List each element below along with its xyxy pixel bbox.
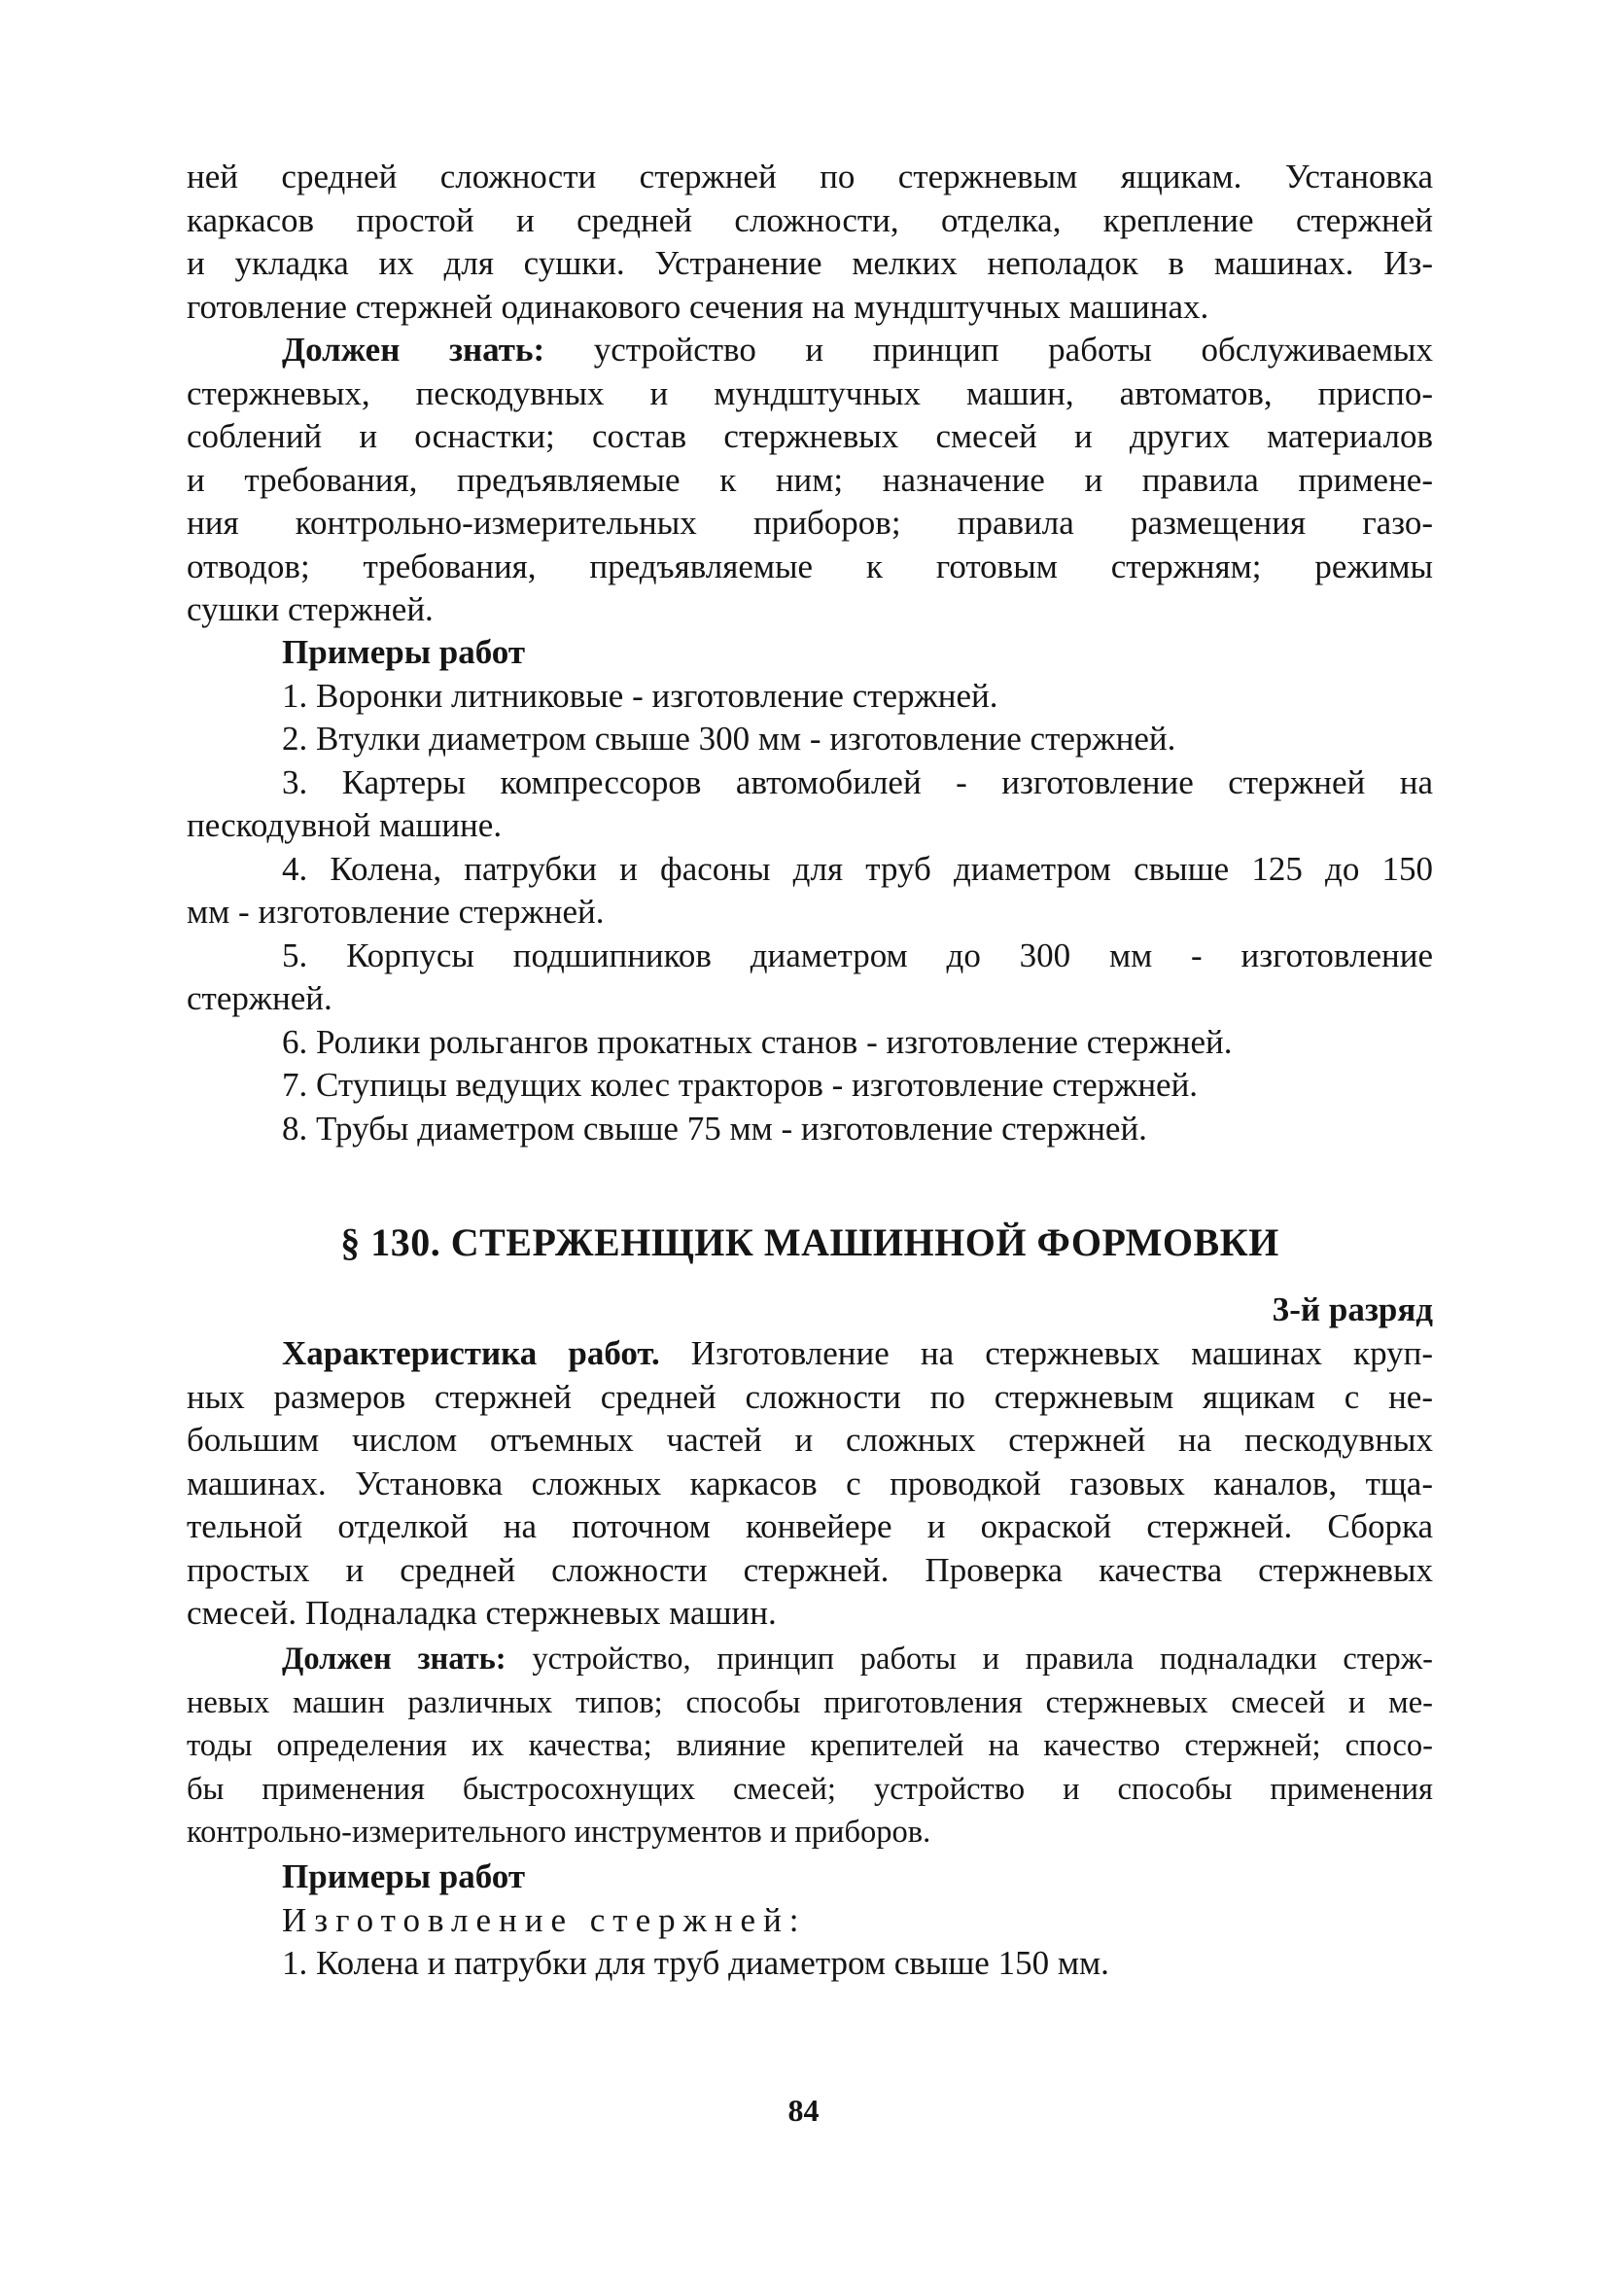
text-line: тоды определения их качества; влияние крепителей на качество стержней; спосо-	[187, 1728, 1433, 1763]
text-line: сушки стержней.	[187, 590, 434, 628]
text-line: контрольно-измерительного инструментов и приборов.	[187, 1815, 931, 1850]
text-line: стержневых, пескодувных и мундштучных машин, автоматов, приспо-	[187, 373, 1433, 412]
text-line	[187, 1332, 1433, 1376]
list-item: 3. Картеры компрессоров автомобилей - изготовление стержней на	[282, 762, 1433, 801]
text-line: и укладка их для сушки. Устранение мелких неполадок в машинах. Из-	[187, 244, 1433, 282]
text-line: большим числом отъемных частей и сложных стержней на пескодувных	[187, 1421, 1433, 1459]
page-number: 84	[787, 2093, 820, 2128]
examples-list-2	[187, 1855, 1433, 1986]
section-heading: § 130. СТЕРЖЕНЩИК МАШИННОЙ ФОРМОВКИ	[340, 1220, 1279, 1264]
label-must-know: Должен знать:	[282, 331, 545, 369]
text-line: простых и средней сложности стержней. Проверка качества стержневых	[187, 1550, 1433, 1589]
text-line: ния контрольно-измерительных приборов; правила размещения газо-	[187, 504, 1433, 542]
text-line: отводов; требования, предъявляемые к готовым стержням; режимы	[187, 547, 1433, 585]
list-item: 8. Трубы диаметром свыше 75 мм - изготовление стержней.	[282, 1109, 1147, 1148]
examples-list-1	[187, 631, 1433, 1150]
text-line	[187, 1638, 1433, 1681]
text-line: и требования, предъявляемые к ним; назначение и правила примене-	[187, 460, 1433, 499]
text-line: невых машин различных типов; способы приготовления стержневых смесей и ме-	[187, 1684, 1433, 1720]
list-item-continuation: стержней.	[187, 979, 332, 1017]
list-item-continuation: мм - изготовление стержней.	[187, 893, 605, 931]
text-line: каркасов простой и средней сложности, отделка, крепление стержней	[187, 200, 1433, 239]
list-item-continuation: пескодувной машине.	[187, 806, 503, 844]
list-item: 7. Ступицы ведущих колес тракторов - изготовление стержней.	[282, 1066, 1199, 1104]
paragraph-characteristics	[187, 1332, 1433, 1636]
list-item: 1. Колена и патрубки для труб диаметром свыше 150 мм.	[282, 1944, 1109, 1982]
text-fragment: устройство и принцип работы обслуживаемых	[593, 331, 1433, 369]
examples-subtitle: Изготовление стержней:	[282, 1900, 807, 1939]
text-line: машинах. Установка сложных каркасов с проводкой газовых каналов, тща-	[187, 1464, 1433, 1502]
text-line: соблений и оснастки; состав стержневых смесей и других материалов	[187, 417, 1433, 455]
list-item: 5. Корпусы подшипников диаметром до 300 мм - изготовление	[282, 936, 1433, 974]
text-line	[187, 329, 1433, 372]
text-line: бы применения быстросохнущих смесей; устройство и способы применения	[187, 1771, 1433, 1807]
list-item: 6. Ролики рольгангов прокатных станов - изготовление стержней.	[282, 1022, 1233, 1061]
text-line: тельной отделкой на поточном конвейере и окраской стержней. Сборка	[187, 1507, 1433, 1545]
text-line: готовление стержней одинакового сечения на мундштучных машинах.	[187, 287, 1209, 326]
grade-label: 3-й разряд	[1272, 1290, 1433, 1328]
text-line: смесей. Подналадка стержневых машин.	[187, 1594, 777, 1632]
paragraph-must-know-1	[187, 329, 1433, 632]
text-line: ных размеров стержней средней сложности по стержневым ящикам с не-	[187, 1377, 1433, 1416]
text-line: ней средней сложности стержней по стержневым ящикам. Установка	[187, 158, 1433, 195]
label-must-know: Должен знать:	[282, 1642, 507, 1677]
examples-title: Примеры работ	[282, 1857, 526, 1895]
list-item: 1. Воронки литниковые - изготовление стержней.	[282, 676, 998, 715]
list-item: 2. Втулки диаметром свыше 300 мм - изготовление стержней.	[282, 720, 1176, 758]
label-characteristics: Характеристика работ.	[282, 1334, 660, 1372]
examples-title: Примеры работ	[282, 633, 526, 671]
text-fragment: Изготовление на стержневых машинах круп-	[690, 1334, 1433, 1372]
paragraph-intro	[187, 156, 1433, 329]
text-fragment: устройство, принцип работы и правила подналадки стерж-	[532, 1642, 1434, 1677]
paragraph-must-know-2	[187, 1638, 1433, 1854]
list-item: 4. Колена, патрубки и фасоны для труб диаметром свыше 125 до 150	[282, 849, 1433, 888]
